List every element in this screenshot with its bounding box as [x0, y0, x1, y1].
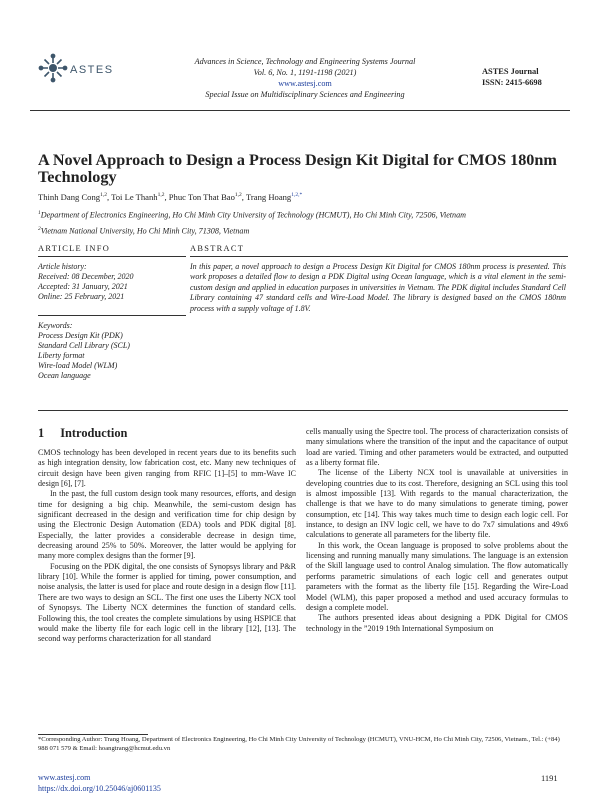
- keyword: Standard Cell Library (SCL): [38, 341, 130, 350]
- section-title: Introduction: [60, 426, 128, 440]
- affiliation-2: [38, 226, 249, 236]
- keywords-label: Keywords:: [38, 321, 73, 330]
- author-affiliation-marker: 1,2: [234, 192, 242, 199]
- keyword: Process Design Kit (PDK): [38, 331, 123, 340]
- journal-issn: ISSN: 2415-6698: [482, 78, 542, 87]
- abstract-text: In this paper, a novel approach to design a Process Design Kit Digital for CMOS 180nm process is presented. This work proposes a detailed flow to design a PDK Digital using Ocean language, which is a vital element in the semi-custom design and applied in education purposes in universities in Vietnam. The PDK digital includes Standard Cell Library containing 47 standard cells and Wire-Load Model. The library is designed based on the CMOS 180nm process with a supply voltage of 1.8V.: [190, 262, 566, 313]
- abstract-divider: [190, 256, 568, 257]
- astes-logo-icon: [38, 53, 68, 83]
- accepted-date: Accepted: 31 January, 2021: [38, 282, 128, 291]
- paragraph: The license of the Liberty NCX tool is unavailable at universities in developing countries due to its cost. Therefore, designing an SCL using this tool is almost impossible [13]. With regards to the manual characterization, the challenge is that we have to do many simulations to generate timing, power consumption, etc [14]. This way takes much time to design each logic cell. For instance, to design an INV logic cell, we have to do 7x7 simulations and 49x6 calculations to generate all parameters for the liberty file.: [306, 468, 568, 540]
- body-divider: [38, 410, 568, 411]
- paragraph: In the past, the full custom design took many resources, efforts, and design time for designing a big chip. Meanwhile, the semi-custom design has significant decreased in the design and verification time for chip design by using the Electronic Design Automation (EDA) tools and PDK digital [8]. Especially, the latter provides a considerable decrease in design time, decreasing around 25% to 50%. Moreover, the latter would be applying for many more complex designs than the former [9].: [38, 489, 296, 561]
- logo-text: ASTES: [70, 64, 114, 76]
- paragraph: The authors presented ideas about designing a PDK Digital for CMOS technology in the ”2019 19th International Symposium on: [306, 613, 568, 633]
- article-info-heading: ARTICLE INFO: [38, 244, 111, 253]
- journal-header: [130, 56, 480, 100]
- journal-volume: Vol. 6, No. 1, 1191-1198 (2021): [253, 68, 357, 77]
- paragraph: cells manually using the Spectre tool. The process of characterization consists of many simulations where the transition of the input and the capacitance of output load are varied. Timing and other parameters would be extracted, and outputted as a liberty format file.: [306, 427, 568, 468]
- journal-name: Advances in Science, Technology and Engineering Systems Journal: [194, 57, 416, 66]
- affiliation-text: Vietnam National University, Ho Chi Minh City, 71308, Vietnam: [40, 226, 250, 236]
- abstract-heading: ABSTRACT: [190, 244, 245, 253]
- section-heading: [38, 426, 127, 441]
- footnote-divider: [38, 734, 148, 735]
- affiliation-1: [38, 210, 466, 220]
- keyword: Liberty format: [38, 351, 85, 360]
- affiliation-marker: 2: [38, 226, 41, 232]
- special-issue: Special Issue on Multidisciplinary Sciences and Engineering: [205, 90, 405, 99]
- affiliation-marker: 1: [38, 210, 41, 216]
- journal-website-link[interactable]: www.astesj.com: [278, 79, 332, 88]
- page-number: 1191: [541, 773, 558, 783]
- section-number: 1: [38, 426, 45, 440]
- keywords-block: [38, 318, 188, 381]
- journal-short-name: ASTES Journal: [482, 67, 539, 76]
- footer-website-link[interactable]: www.astesj.com: [38, 773, 91, 782]
- paragraph: In this work, the Ocean language is proposed to solve problems about the licensing and running manually many simulations. The language is an extension of the Skill language used to control Analog simulation. The flow automatically performs parametric simulations of each logic cell and generates output parameters with the format as the liberty file [15]. Regarding the Wire-Load Model (WLM), this paper proposed a method and used accuracy formulas to design a complete model.: [306, 540, 568, 612]
- author-name: Phuc Ton That Bao: [168, 192, 235, 202]
- paper-title: A Novel Approach to Design a Process Design Kit Digital for CMOS 180nm Technology: [38, 151, 557, 186]
- right-column: [306, 427, 568, 634]
- left-column: [38, 448, 296, 645]
- keyword: Ocean language: [38, 371, 91, 380]
- affiliation-text: Department of Electronics Engineering, Ho Chi Minh City University of Technology (HCMUT), Ho Chi Minh City, 72506, Vietnam: [40, 210, 466, 220]
- keywords-divider: [38, 315, 186, 316]
- author-list: Thinh Dang Cong$^{1,2}$, Toi Le Thanh$^{1,2}$, Phuc Ton That Bao$^{1,2}$, Trang Hoang$^{1,2,*}$: [38, 192, 303, 202]
- received-date: Received: 08 December, 2020: [38, 272, 134, 281]
- journal-issn-block: [482, 66, 542, 88]
- header-divider: [30, 110, 570, 111]
- corresponding-author-footnote: *Corresponding Author: Trang Hoang, Department of Electronics Engineering, Ho Chi Minh City University of Technology (HCMUT), VNU-HCM, Ho Chi Minh City, 72506, Vietnam., Tel.: (+84) 988 071 579 & Email: hoangtrang@hcmut.edu.vn: [38, 736, 560, 752]
- history-label: Article history:: [38, 262, 87, 271]
- paragraph: CMOS technology has been developed in recent years due to its benefits such as high integration density, low fabrication cost, etc. Many new techniques of circuit design have been given ranging from RFIC [1]–[5] to mm-Wave IC design [6], [7].: [38, 448, 296, 489]
- page-footer: [38, 772, 161, 794]
- author-name: Thinh Dang Cong: [38, 192, 101, 202]
- author-affiliation-marker: 1,2: [157, 192, 165, 199]
- author-name: Trang Hoang: [245, 192, 292, 202]
- keyword: Wire-load Model (WLM): [38, 361, 118, 370]
- article-info-divider: [38, 256, 186, 257]
- online-date: Online: 25 February, 2021: [38, 292, 125, 301]
- paragraph: Focusing on the PDK digital, the one consists of Synopsys library and P&R library [10]. While the former is applied for timing, power consumption, and noise analysis, the latter is used for place and route design in a design flow [11]. There are two ways to design an SCL. The first one uses the Liberty NCX tool of Synopsys. The Liberty NCX determines the function of standard cells. Following this, the tool creates the complete simulations by using HSPICE that would make the liberty file for each logic cell in the library [12], [13]. The second way performs characterization for all standard: [38, 561, 296, 644]
- author-affiliation-marker[interactable]: 1,2,*: [291, 192, 303, 199]
- doi-link[interactable]: https://dx.doi.org/10.25046/aj0601135: [38, 784, 161, 793]
- author-affiliation-marker: 1,2: [100, 192, 107, 199]
- article-history: [38, 258, 188, 302]
- author-name: Toi Le Thanh: [111, 192, 158, 202]
